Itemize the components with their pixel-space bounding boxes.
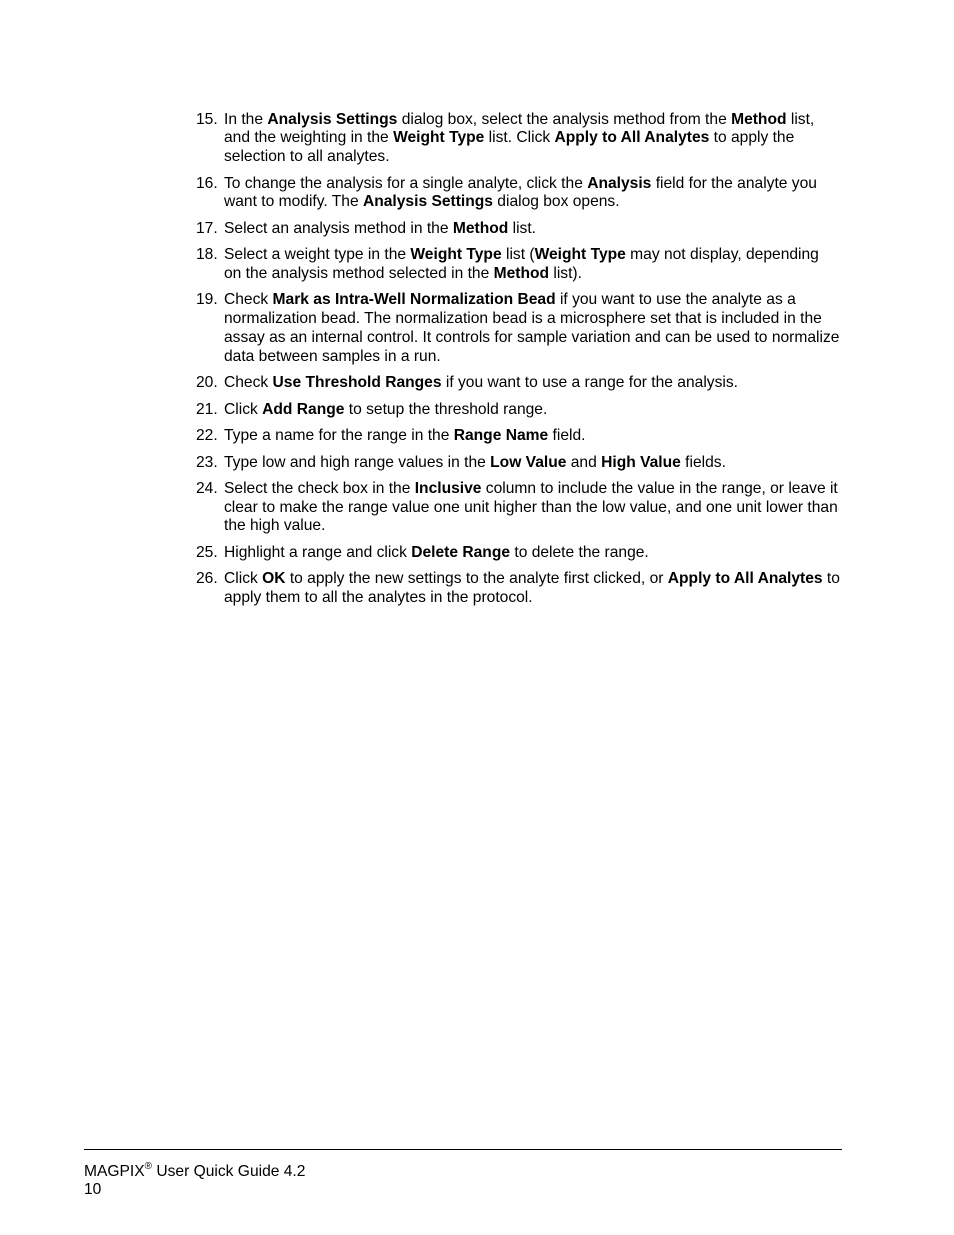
step-line [224, 148, 846, 167]
bold-term: OK [262, 570, 286, 588]
step-line [224, 374, 846, 393]
plain-text: selection to all analytes. [224, 148, 390, 165]
list-item [196, 374, 846, 393]
bold-term: Range Name [453, 427, 549, 445]
step-line [224, 570, 846, 589]
plain-text: field. [548, 427, 586, 445]
bold-term: Method [493, 264, 550, 282]
step-line [224, 193, 846, 212]
plain-text: list. [508, 219, 537, 237]
bold-term: Low Value [490, 453, 567, 471]
plain-text: dialog box opens. [492, 193, 620, 211]
plain-text: Select an analysis method in the [224, 219, 453, 237]
plain-text: fields. [680, 453, 726, 471]
step-number: 18. [196, 246, 218, 264]
step-text [224, 480, 846, 536]
bold-term: Use Threshold Ranges [272, 374, 442, 392]
step-text [224, 427, 846, 446]
plain-text: if you want to use a range for the analysis. [441, 374, 738, 392]
page-footer [84, 1160, 306, 1200]
plain-text: to delete the range. [510, 543, 649, 561]
step-number: 15. [196, 110, 218, 128]
step-line [224, 291, 846, 310]
list-item [196, 401, 846, 420]
plain-text: to setup the threshold range. [344, 400, 548, 418]
list-item [196, 480, 846, 536]
instruction-list [196, 111, 846, 616]
step-text [224, 374, 846, 393]
step-line [224, 544, 846, 563]
step-line [224, 454, 846, 473]
bold-term: High Value [601, 453, 681, 471]
step-text [224, 291, 846, 366]
step-text [224, 544, 846, 563]
plain-text: assay as an internal control. It controls for sample variation and can be used to normalize [224, 328, 840, 346]
step-line [224, 220, 846, 239]
list-item [196, 246, 846, 283]
step-number: 20. [196, 374, 218, 392]
list-item [196, 220, 846, 239]
step-line [224, 265, 846, 284]
plain-text: Check [224, 291, 273, 309]
plain-text: and the weighting in the [224, 129, 394, 147]
bold-term: Analysis [587, 174, 652, 192]
plain-text: the high value. [224, 517, 326, 535]
list-item [196, 291, 846, 366]
step-line [224, 517, 846, 536]
bold-term: Analysis Settings [362, 193, 493, 211]
step-text [224, 570, 846, 607]
plain-text: Type a name for the range in the [224, 427, 454, 445]
bold-term: Add Range [262, 400, 345, 418]
plain-text: to apply the [709, 129, 795, 147]
step-number: 25. [196, 543, 218, 561]
step-line [224, 348, 846, 367]
step-number: 23. [196, 453, 218, 471]
page-number: 10 [84, 1181, 102, 1199]
list-item [196, 454, 846, 473]
bold-term: Weight Type [534, 246, 626, 264]
step-number: 19. [196, 291, 218, 309]
step-number: 26. [196, 570, 218, 588]
plain-text: to [822, 570, 840, 588]
footer-guide-title [84, 1160, 306, 1182]
bold-term: Method [731, 110, 787, 128]
plain-text: Check [224, 374, 273, 392]
list-item [196, 175, 846, 212]
plain-text: clear to make the range value one unit higher than the low value, and one unit lower than [224, 498, 838, 516]
plain-text: and [566, 453, 602, 471]
plain-text: list ( [501, 246, 535, 264]
step-line [224, 499, 846, 518]
plain-text: list, [786, 110, 815, 128]
bold-term: Inclusive [414, 480, 482, 498]
bold-term: Analysis Settings [267, 110, 398, 128]
step-text [224, 111, 846, 167]
step-text [224, 246, 846, 283]
plain-text: if you want to use the analyte as a [555, 291, 796, 309]
plain-text: In the [224, 110, 268, 128]
step-line [224, 589, 846, 608]
plain-text: want to modify. The [224, 193, 363, 211]
step-line [224, 310, 846, 329]
plain-text: To change the analysis for a single analyte, click the [224, 174, 588, 192]
step-number: 21. [196, 400, 218, 418]
plain-text: field for the analyte you [651, 174, 817, 192]
plain-text: data between samples in a run. [224, 347, 441, 365]
plain-text: to apply the new settings to the analyte first clicked, or [285, 570, 668, 588]
step-text [224, 454, 846, 473]
plain-text: Type low and high range values in the [224, 453, 491, 471]
plain-text: normalization bead. The normalization bead is a microsphere set that is included in the [224, 310, 822, 328]
plain-text: on the analysis method selected in the [224, 264, 494, 282]
bold-term: Weight Type [393, 129, 485, 147]
step-text [224, 175, 846, 212]
step-text [224, 220, 846, 239]
footer-product-name: MAGPIX [84, 1162, 145, 1180]
plain-text: column to include the value in the range, or leave it [481, 480, 838, 498]
plain-text: Select the check box in the [224, 480, 415, 498]
plain-text: Select a weight type in the [224, 246, 411, 264]
footer-title: User Quick Guide 4.2 [152, 1162, 306, 1180]
plain-text: apply them to all the analytes in the protocol. [224, 589, 533, 607]
bold-term: Mark as Intra-Well Normalization Bead [272, 291, 556, 309]
plain-text: may not display, depending [625, 246, 819, 264]
step-line [224, 427, 846, 446]
step-number: 17. [196, 219, 218, 237]
bold-term: Method [452, 219, 509, 237]
step-line [224, 175, 846, 194]
plain-text: list). [549, 264, 582, 282]
list-item [196, 544, 846, 563]
step-line [224, 329, 846, 348]
list-item [196, 111, 846, 167]
bold-term: Weight Type [410, 246, 502, 264]
plain-text: dialog box, select the analysis method from the [397, 110, 732, 128]
step-number: 22. [196, 427, 218, 445]
registered-mark: ® [144, 1160, 153, 1172]
step-line [224, 480, 846, 499]
bold-term: Delete Range [411, 543, 511, 561]
step-line [224, 129, 846, 148]
list-item [196, 427, 846, 446]
plain-text: list. Click [484, 129, 555, 147]
step-line [224, 111, 846, 130]
plain-text: Click [224, 570, 263, 588]
bold-term: Apply to All Analytes [667, 570, 823, 588]
plain-text: Highlight a range and click [224, 543, 412, 561]
step-number: 24. [196, 480, 218, 498]
list-item [196, 570, 846, 607]
step-line [224, 401, 846, 420]
footer-divider [84, 1149, 842, 1150]
step-number: 16. [196, 174, 218, 192]
bold-term: Apply to All Analytes [554, 129, 710, 147]
step-text [224, 401, 846, 420]
step-line [224, 246, 846, 265]
plain-text: Click [224, 400, 263, 418]
